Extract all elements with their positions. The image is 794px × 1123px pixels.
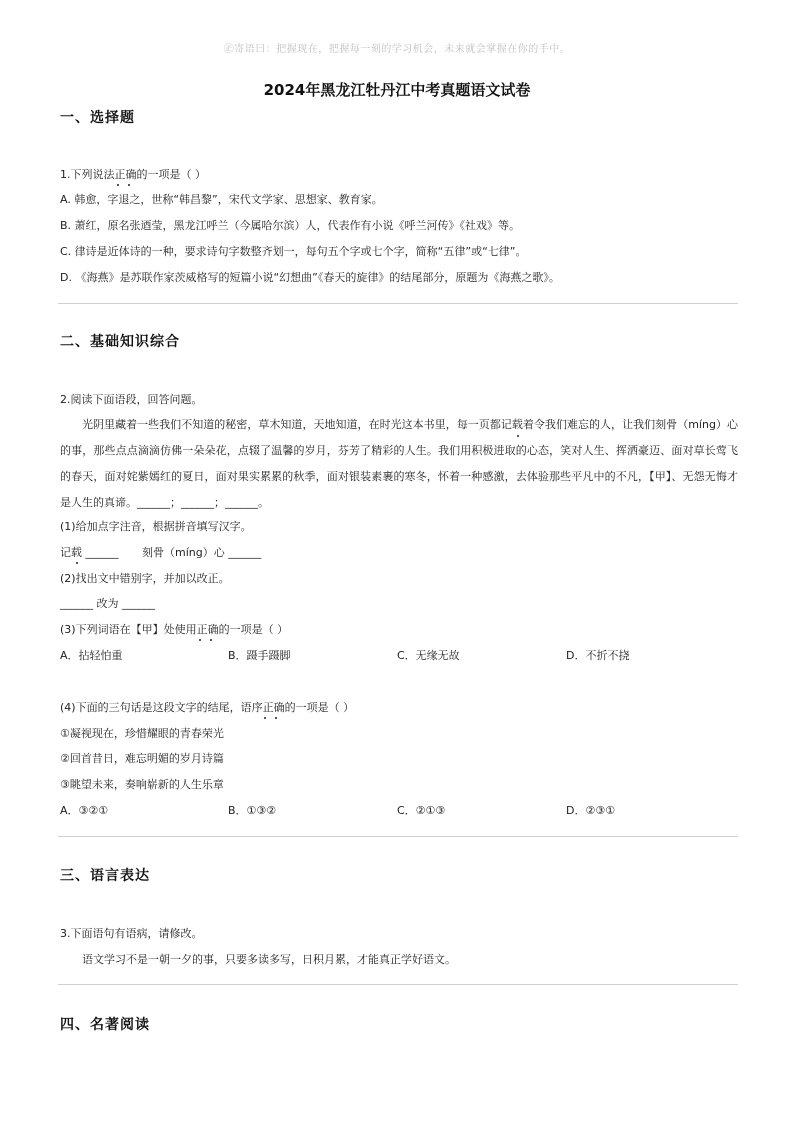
question-2-sub3: (3)下列词语在【甲】处使用正确的一项是（ ） — [60, 623, 289, 636]
question-1-option-a: A. 韩愈，字退之，世称“韩昌黎”，宋代文学家、思想家、教育家。 — [60, 193, 383, 206]
divider — [58, 303, 738, 304]
emphasis-dot — [199, 639, 201, 641]
question-1-option-d: D. 《海燕》是苏联作家茨威格写的短篇小说“幻想曲”《春天的旋律》的结尾部分，原题为《海燕之歌》。 — [60, 271, 560, 284]
question-3-sentence: 语文学习不是一朝一夕的事，只要多读多写，日积月累，才能真正学好语文。 — [82, 953, 456, 966]
header-motto: ㊣寄语曰：把握现在，把握每一刻的学习机会，未来就会掌握在你的手中。 — [223, 44, 571, 55]
emphasis-dot — [264, 717, 266, 719]
section-heading-classic-reading: 四、名著阅读 — [60, 1017, 150, 1033]
question-2-passage: 光阴里藏着一些我们不知道的秘密，草木知道，天地知道，在时光这本书里，每一页都记载着令我们难忘的人，让我们刻骨（míng）心的事，那些点点滴滴仿佛一朵朵花，点辍了温馨的岁月，芬芳了精彩的人生。我们用积极进取的心态，笑对人生、挥洒豪迈、面对草长莺飞的春天，面对姹紫嫣红的夏日，面对果实累累的秋季，面对银装素裹的寒冬，怀着一种感激，去体验那些平凡中的不凡，【甲】、无怨无悔才是人生的真谛。______；______；______。 — [60, 418, 738, 509]
question-2-sub3-option-d: D．不折不挠 — [566, 649, 630, 662]
question-2-sub2: (2)找出文中错别字，并加以改正。 — [60, 572, 230, 585]
emphasis-dot — [517, 435, 519, 437]
question-2-sub3-option-c: C．无缘无故 — [397, 649, 460, 662]
question-2-sub4: (4)下面的三句话是这段文字的结尾，语序正确的一项是（ ） — [60, 701, 355, 714]
question-2-sub4-item-2: ②回首昔日，难忘明媚的岁月诗篇 — [60, 752, 224, 765]
question-2-sub4-item-1: ①凝视现在，珍惜耀眼的青春荣光 — [60, 727, 224, 740]
question-2-sub3-option-b: B．蹑手蹑脚 — [228, 649, 291, 662]
question-2-stem: 2.阅读下面语段，回答问题。 — [60, 393, 203, 406]
question-2-sub3-option-a: A．拈轻怕重 — [60, 649, 123, 662]
emphasis-dot — [128, 184, 130, 186]
divider — [58, 984, 738, 985]
question-2-sub4-option-c: C．②①③ — [397, 804, 446, 817]
section-heading-choice: 一、选择题 — [60, 110, 135, 126]
section-heading-basic-knowledge: 二、基础知识综合 — [60, 334, 180, 350]
question-1-option-c: C. 律诗是近体诗的一种，要求诗句字数整齐划一，每句五个字或七个字，简称“五律”或“七律”。 — [60, 245, 527, 258]
question-3-stem: 3.下面语句有语病，请修改。 — [60, 927, 203, 940]
question-2-sub1-fill-a: 记载 ______ — [60, 546, 119, 559]
question-2-sub4-option-a: A．③②① — [60, 804, 109, 817]
emphasis-dot — [76, 562, 78, 564]
question-2-sub4-option-d: D．②③① — [566, 804, 616, 817]
emphasis-dot — [275, 717, 277, 719]
question-2-sub4-item-3: ③眺望未来，奏响崭新的人生乐章 — [60, 778, 224, 791]
question-2-sub2-fill: ______ 改为 ______ — [60, 597, 155, 610]
question-1-stem: 1.下列说法正确的一项是（ ） — [60, 168, 206, 181]
emphasis-dot — [117, 184, 119, 186]
question-2-sub1: (1)给加点字注音，根据拼音填写汉字。 — [60, 520, 252, 533]
emphasis-dot — [210, 639, 212, 641]
question-1-option-b: B. 萧红，原名张迺莹，黑龙江呼兰（今属哈尔滨）人，代表作有小说《呼兰河传》《社戏》等。 — [60, 219, 521, 232]
divider — [58, 836, 738, 837]
question-2-sub1-fill-b: 刻骨（míng）心 ______ — [142, 546, 262, 559]
section-heading-language-expression: 三、语言表达 — [60, 868, 150, 884]
question-2-sub4-option-b: B．①③② — [228, 804, 277, 817]
page-title: 2024年黑龙江牡丹江中考真题语文试卷 — [263, 81, 531, 99]
